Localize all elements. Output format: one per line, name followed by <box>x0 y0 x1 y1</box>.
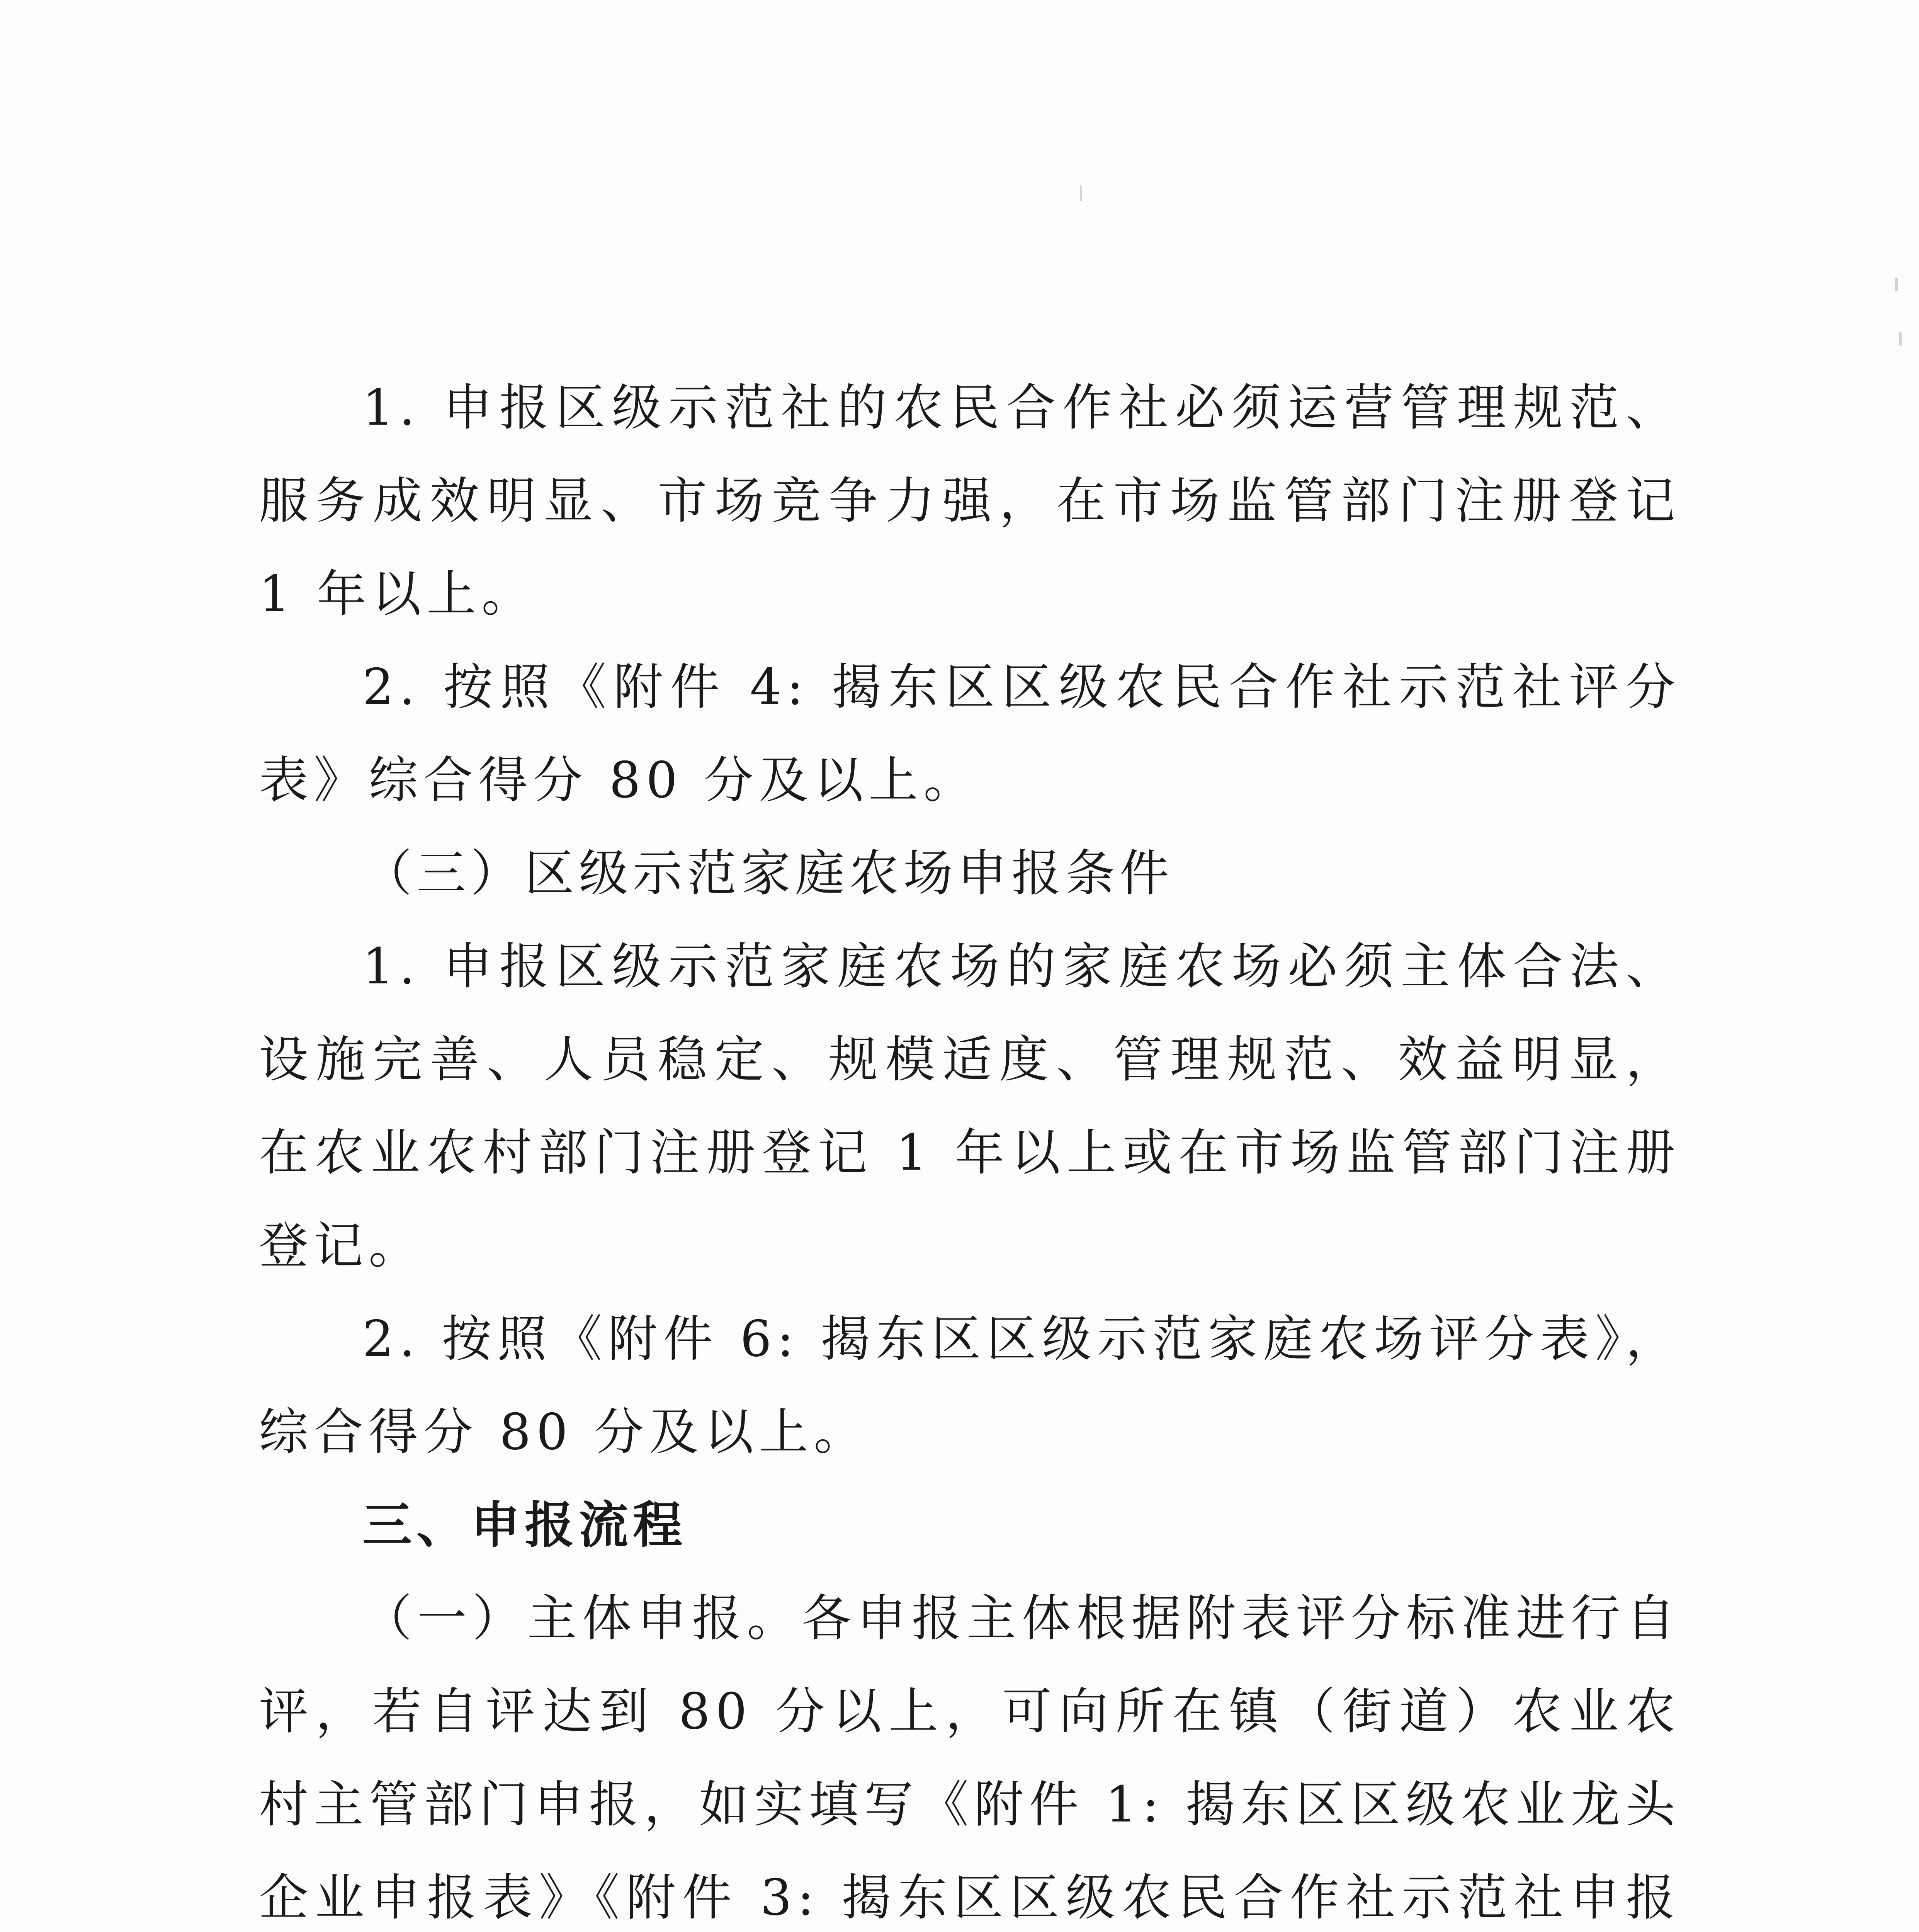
subheading-family-farm-conditions: （三）区级示范家庭农场申报条件 <box>362 845 1174 902</box>
paragraph-5: （一）主体申报。各申报主体根据附表评分标准进行自评，若自评达到 80 分以上，可向所在镇（街道）农业农村主管部门申报，如实填写《附件 1: 揭东区区级农业龙头企业申报表》《附件 3: 揭东区区级农民合作社示范社申报 <box>259 1590 1681 1927</box>
paragraph-4: 2. 按照《附件 6: 揭东区区级示范家庭农场评分表》，综合得分 80 分及以上。 <box>259 1310 1681 1461</box>
scan-speck <box>1899 332 1902 345</box>
document-body <box>259 361 1681 1932</box>
paragraph-2: 2. 按照《附件 4: 揭东区区级农民合作社示范社评分表》综合得分 80 分及以上。 <box>259 658 1681 809</box>
scan-speck <box>1895 278 1898 291</box>
scan-speck <box>1080 185 1082 201</box>
paragraph-1: 1. 申报区级示范社的农民合作社必须运营管理规范、服务成效明显、市场竞争力强，在市场监管部门注册登记 1 年以上。 <box>259 379 1681 623</box>
section-heading-application-process: 三、申报流程 <box>362 1497 687 1554</box>
paragraph-3: 1. 申报区级示范家庭农场的家庭农场必须主体合法、设施完善、人员稳定、规模适度、管理规范、效益明显，在农业农村部门注册登记 1 年以上或在市场监管部门注册登记。 <box>259 938 1681 1275</box>
